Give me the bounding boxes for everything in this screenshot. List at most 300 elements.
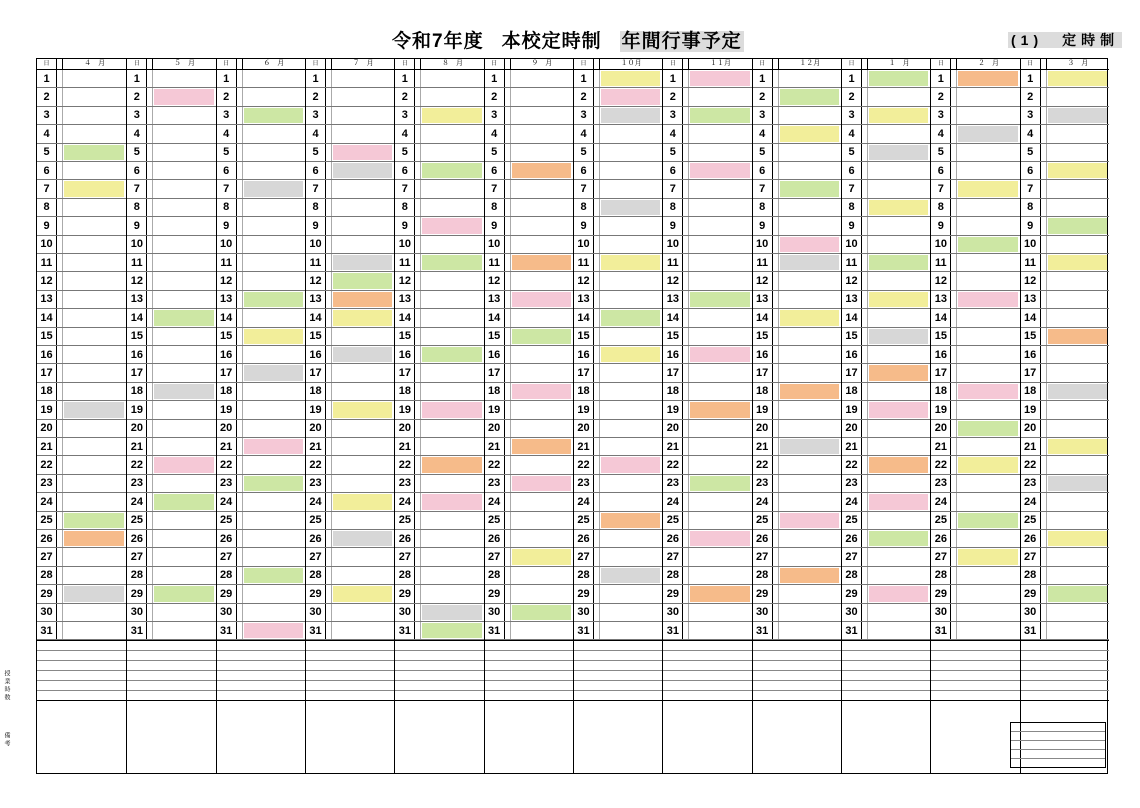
event-cell [333, 476, 392, 491]
day-number: 12 [217, 272, 237, 289]
day-number: 17 [127, 364, 147, 381]
day-row [485, 456, 573, 474]
day-number: 30 [663, 604, 683, 621]
weekday-cell [862, 309, 868, 326]
title-bar [0, 24, 1140, 54]
day-row [753, 622, 841, 640]
day-row [485, 567, 573, 585]
event-cell [333, 292, 392, 307]
day-row [1021, 383, 1109, 401]
weekday-cell [505, 604, 511, 621]
day-row [306, 383, 394, 401]
day-number: 21 [37, 438, 57, 455]
event-cell [244, 549, 303, 564]
day-row [1021, 512, 1109, 530]
event-cell [690, 365, 749, 380]
event-cell [690, 145, 749, 160]
day-row [306, 162, 394, 180]
weekday-cell [773, 604, 779, 621]
weekday-cell [147, 309, 153, 326]
event-cell [333, 494, 392, 509]
day-number: 21 [395, 438, 415, 455]
month-summary [395, 640, 483, 775]
day-number: 17 [395, 364, 415, 381]
month-summary [931, 640, 1019, 775]
weekday-cell [415, 493, 421, 510]
event-cell [601, 292, 660, 307]
weekday-cell [237, 199, 243, 216]
day-row [1021, 456, 1109, 474]
day-number: 9 [753, 217, 773, 234]
day-number: 7 [1021, 180, 1041, 197]
day-number: 2 [842, 88, 862, 105]
day-row [1021, 236, 1109, 254]
left-margin [0, 58, 36, 774]
event-cell [958, 89, 1017, 104]
event-cell [869, 200, 928, 215]
day-number: 18 [217, 383, 237, 400]
day-row [842, 512, 930, 530]
weekday-cell [415, 456, 421, 473]
event-cell [690, 494, 749, 509]
day-number: 25 [395, 512, 415, 529]
event-cell [422, 402, 481, 417]
event-cell [958, 605, 1017, 620]
day-number: 15 [931, 328, 951, 345]
weekday-cell [773, 438, 779, 455]
event-cell [690, 255, 749, 270]
event-cell [958, 237, 1017, 252]
day-row [37, 291, 126, 309]
event-cell [1048, 568, 1107, 583]
day-row [574, 364, 662, 382]
day-number: 4 [485, 125, 505, 142]
weekday-cell [326, 70, 332, 87]
day-row [663, 401, 751, 419]
event-cell [869, 384, 928, 399]
event-cell [780, 586, 839, 601]
event-cell [690, 273, 749, 288]
event-cell [1048, 384, 1107, 399]
month-summary [306, 640, 394, 775]
notes-cell [931, 702, 1019, 764]
event-cell [780, 384, 839, 399]
weekday-cell [862, 88, 868, 105]
weekday-cell [326, 107, 332, 124]
event-cell [601, 108, 660, 123]
event-cell [869, 439, 928, 454]
day-number: 8 [574, 199, 594, 216]
day-number: 30 [485, 604, 505, 621]
day-row [842, 567, 930, 585]
weekday-cell [237, 420, 243, 437]
day-number: 11 [753, 254, 773, 271]
day-number: 7 [753, 180, 773, 197]
day-number: 6 [1021, 162, 1041, 179]
event-cell [690, 457, 749, 472]
day-number: 3 [663, 107, 683, 124]
weekday-cell [951, 88, 957, 105]
day-row [842, 180, 930, 198]
weekday-cell [415, 401, 421, 418]
weekday-cell [57, 475, 63, 492]
weekday-cell [1041, 364, 1047, 381]
day-number: 7 [663, 180, 683, 197]
day-number: 22 [663, 456, 683, 473]
month-column [216, 59, 305, 773]
day-row [127, 217, 215, 235]
weekday-cell [1041, 272, 1047, 289]
day-header: 日 [1021, 59, 1041, 69]
event-cell [780, 623, 839, 638]
day-number: 10 [395, 236, 415, 253]
event-cell [154, 586, 213, 601]
event-cell [244, 384, 303, 399]
day-row [1021, 475, 1109, 493]
event-cell [601, 605, 660, 620]
day-number: 25 [574, 512, 594, 529]
day-number: 19 [1021, 401, 1041, 418]
day-number: 23 [574, 475, 594, 492]
day-row [217, 383, 305, 401]
weekday-cell [862, 622, 868, 639]
day-number: 23 [1021, 475, 1041, 492]
day-row [395, 199, 483, 217]
day-number: 29 [663, 585, 683, 602]
month-header [663, 59, 751, 70]
day-row [574, 567, 662, 585]
day-number: 26 [37, 530, 57, 547]
day-row [37, 548, 126, 566]
weekday-cell [773, 512, 779, 529]
event-cell [64, 494, 124, 509]
day-header: 日 [663, 59, 683, 69]
day-row [931, 438, 1019, 456]
day-number: 28 [931, 567, 951, 584]
weekday-cell [683, 180, 689, 197]
day-number: 18 [663, 383, 683, 400]
day-number: 20 [127, 420, 147, 437]
event-cell [422, 200, 481, 215]
event-cell [958, 384, 1017, 399]
event-cell [1048, 586, 1107, 601]
event-cell [958, 476, 1017, 491]
month-column [573, 59, 662, 773]
day-row [842, 70, 930, 88]
event-cell [958, 273, 1017, 288]
weekday-cell [1041, 88, 1047, 105]
day-number: 12 [306, 272, 326, 289]
day-number: 24 [37, 493, 57, 510]
day-row [574, 272, 662, 290]
day-number: 13 [842, 291, 862, 308]
event-cell [64, 365, 124, 380]
event-cell [244, 513, 303, 528]
day-number: 31 [127, 622, 147, 639]
event-cell [333, 126, 392, 141]
day-number: 12 [127, 272, 147, 289]
weekday-cell [147, 364, 153, 381]
weekday-cell [57, 125, 63, 142]
day-number: 12 [1021, 272, 1041, 289]
legend-table [1010, 722, 1106, 768]
weekday-cell [326, 420, 332, 437]
day-number: 3 [753, 107, 773, 124]
weekday-cell [862, 217, 868, 234]
weekday-cell [326, 236, 332, 253]
weekday-cell [237, 383, 243, 400]
day-row [37, 401, 126, 419]
day-row [663, 70, 751, 88]
event-cell [333, 200, 392, 215]
day-number: 30 [842, 604, 862, 621]
weekday-cell [683, 585, 689, 602]
event-cell [422, 273, 481, 288]
event-cell [601, 310, 660, 325]
day-number: 16 [753, 346, 773, 363]
weekday-cell [773, 144, 779, 161]
day-row [574, 144, 662, 162]
day-number: 21 [1021, 438, 1041, 455]
event-cell [154, 163, 213, 178]
day-number: 23 [217, 475, 237, 492]
day-number: 1 [127, 70, 147, 87]
day-row [663, 180, 751, 198]
day-row [37, 144, 126, 162]
day-row [842, 144, 930, 162]
day-row [842, 438, 930, 456]
day-row [753, 328, 841, 346]
day-row [37, 383, 126, 401]
day-number: 1 [1021, 70, 1041, 87]
day-number: 30 [217, 604, 237, 621]
weekday-cell [505, 438, 511, 455]
day-row [217, 585, 305, 603]
day-row [306, 585, 394, 603]
weekday-cell [862, 604, 868, 621]
day-number: 16 [663, 346, 683, 363]
weekday-cell [862, 272, 868, 289]
event-cell [512, 365, 571, 380]
day-row [127, 530, 215, 548]
event-cell [512, 457, 571, 472]
weekday-cell [683, 512, 689, 529]
event-cell [64, 421, 124, 436]
day-row [1021, 604, 1109, 622]
day-number: 18 [753, 383, 773, 400]
event-cell [780, 531, 839, 546]
event-cell [422, 108, 481, 123]
day-number: 19 [395, 401, 415, 418]
weekday-cell [415, 420, 421, 437]
hours-grid [931, 641, 1019, 701]
hours-grid [753, 641, 841, 701]
event-cell [869, 237, 928, 252]
event-cell [1048, 439, 1107, 454]
day-number: 16 [485, 346, 505, 363]
event-cell [512, 89, 571, 104]
day-row [931, 346, 1019, 364]
weekday-cell [951, 364, 957, 381]
day-number: 15 [753, 328, 773, 345]
day-number: 5 [931, 144, 951, 161]
event-cell [512, 329, 571, 344]
event-cell [512, 568, 571, 583]
day-row [485, 107, 573, 125]
weekday-cell [594, 328, 600, 345]
weekday-cell [147, 180, 153, 197]
month-header [485, 59, 573, 70]
day-number: 1 [217, 70, 237, 87]
day-row [127, 309, 215, 327]
event-cell [64, 255, 124, 270]
event-cell [1048, 255, 1107, 270]
weekday-cell [1041, 567, 1047, 584]
day-number: 11 [217, 254, 237, 271]
event-cell [422, 292, 481, 307]
weekday-cell [237, 401, 243, 418]
day-number: 18 [485, 383, 505, 400]
day-number: 31 [37, 622, 57, 639]
day-row [574, 236, 662, 254]
day-number: 31 [217, 622, 237, 639]
event-cell [690, 292, 749, 307]
weekday-cell [57, 236, 63, 253]
weekday-cell [415, 585, 421, 602]
event-cell [422, 255, 481, 270]
day-row [127, 272, 215, 290]
weekday-cell [1041, 512, 1047, 529]
day-number: 22 [574, 456, 594, 473]
weekday-cell [862, 475, 868, 492]
day-row [842, 328, 930, 346]
day-row [127, 125, 215, 143]
day-row [485, 622, 573, 640]
event-cell [780, 218, 839, 233]
day-row [663, 548, 751, 566]
day-number: 14 [306, 309, 326, 326]
day-row [1021, 585, 1109, 603]
weekday-cell [237, 107, 243, 124]
month-column [484, 59, 573, 773]
weekday-cell [505, 309, 511, 326]
day-row [842, 401, 930, 419]
day-row [1021, 180, 1109, 198]
weekday-cell [773, 125, 779, 142]
weekday-cell [57, 346, 63, 363]
day-row [395, 512, 483, 530]
weekday-cell [505, 420, 511, 437]
day-row [842, 530, 930, 548]
day-number: 2 [931, 88, 951, 105]
day-number: 10 [753, 236, 773, 253]
event-cell [1048, 605, 1107, 620]
day-row [753, 346, 841, 364]
day-row [127, 70, 215, 88]
weekday-cell [683, 346, 689, 363]
day-number: 27 [127, 548, 147, 565]
day-row [217, 364, 305, 382]
day-row [37, 475, 126, 493]
event-cell [780, 347, 839, 362]
day-number: 25 [217, 512, 237, 529]
weekday-cell [594, 420, 600, 437]
day-number: 16 [1021, 346, 1041, 363]
event-cell [601, 513, 660, 528]
day-row [574, 217, 662, 235]
day-number: 8 [663, 199, 683, 216]
day-number: 28 [1021, 567, 1041, 584]
day-number: 28 [306, 567, 326, 584]
day-number: 28 [485, 567, 505, 584]
day-number: 25 [485, 512, 505, 529]
event-cell [780, 89, 839, 104]
day-number: 3 [395, 107, 415, 124]
event-cell [64, 310, 124, 325]
event-cell [958, 218, 1017, 233]
day-number: 19 [217, 401, 237, 418]
day-row [485, 493, 573, 511]
event-cell [1048, 402, 1107, 417]
weekday-cell [147, 420, 153, 437]
day-number: 31 [485, 622, 505, 639]
day-number: 11 [663, 254, 683, 271]
event-cell [601, 476, 660, 491]
weekday-cell [773, 456, 779, 473]
day-row [663, 328, 751, 346]
event-cell [422, 549, 481, 564]
event-cell [601, 457, 660, 472]
day-number: 11 [395, 254, 415, 271]
event-cell [154, 568, 213, 583]
weekday-cell [237, 604, 243, 621]
day-row [485, 254, 573, 272]
month-name: １０月 [620, 60, 642, 67]
day-number: 7 [306, 180, 326, 197]
day-number: 8 [753, 199, 773, 216]
event-cell [154, 273, 213, 288]
day-row [753, 493, 841, 511]
day-row [1021, 328, 1109, 346]
event-cell [1048, 513, 1107, 528]
hours-grid [37, 641, 126, 701]
day-row [217, 125, 305, 143]
weekday-cell [773, 346, 779, 363]
day-number: 9 [663, 217, 683, 234]
event-cell [690, 513, 749, 528]
event-cell [64, 549, 124, 564]
weekday-cell [415, 530, 421, 547]
event-cell [244, 494, 303, 509]
weekday-cell [594, 438, 600, 455]
day-row [1021, 125, 1109, 143]
day-number: 19 [663, 401, 683, 418]
weekday-cell [57, 328, 63, 345]
day-number: 18 [574, 383, 594, 400]
event-cell [869, 108, 928, 123]
day-row [395, 530, 483, 548]
weekday-cell [57, 456, 63, 473]
day-number: 12 [395, 272, 415, 289]
weekday-cell [147, 346, 153, 363]
event-cell [1048, 71, 1107, 86]
day-row [753, 548, 841, 566]
event-cell [154, 623, 213, 638]
weekday-cell [683, 420, 689, 437]
day-row [663, 254, 751, 272]
day-number: 11 [485, 254, 505, 271]
day-number: 28 [37, 567, 57, 584]
